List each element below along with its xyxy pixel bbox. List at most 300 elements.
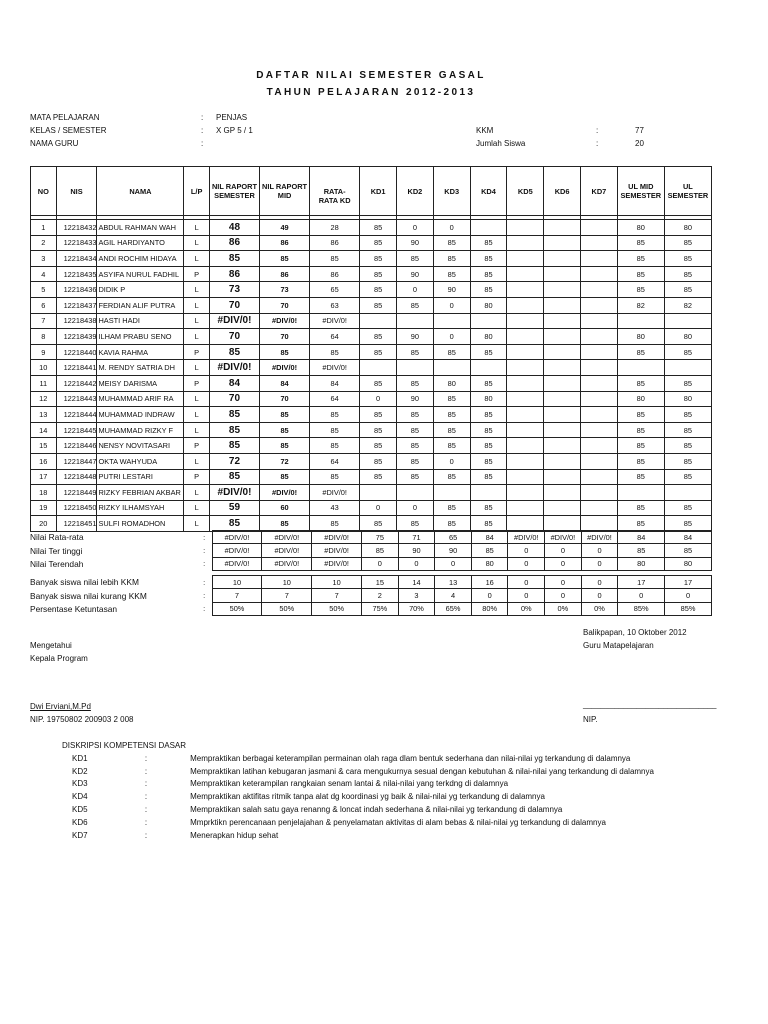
table-cell: 12218446: [56, 438, 97, 454]
table-cell: 90: [397, 391, 434, 407]
stats-cell: 3: [398, 589, 435, 602]
table-cell: 85: [433, 438, 470, 454]
table-cell: 12218443: [56, 391, 97, 407]
table-cell: [544, 297, 581, 313]
table-cell: 72: [260, 453, 310, 469]
stats-cell: 90: [435, 544, 472, 557]
table-cell: [507, 329, 544, 345]
kd-code: KD5: [72, 805, 88, 815]
stats-cell: 0: [581, 589, 618, 602]
table-cell: [507, 391, 544, 407]
table-cell: 85: [617, 469, 664, 485]
table-cell: 12: [31, 391, 57, 407]
table-cell: 85: [470, 407, 507, 423]
stats-label: Nilai Ter tinggi: [30, 545, 83, 556]
table-cell: 85: [664, 251, 711, 267]
stats-cell: 75%: [362, 602, 399, 615]
table-cell: 85: [209, 251, 259, 267]
table-cell: [544, 422, 581, 438]
table-cell: 85: [470, 282, 507, 298]
stats-cell: 75: [362, 531, 399, 544]
table-cell: 85: [260, 469, 310, 485]
kd-row: [72, 816, 768, 829]
table-cell: 85: [360, 344, 397, 360]
table-cell: 85: [433, 422, 470, 438]
table-cell: 12218447: [56, 453, 97, 469]
table-cell: [664, 485, 711, 501]
stats-cell: 0: [545, 589, 582, 602]
table-cell: ANDI ROCHIM HIDAYA: [97, 251, 184, 267]
table-cell: [507, 235, 544, 251]
table-cell: 85: [397, 375, 434, 391]
stats-cell: 10: [212, 576, 262, 589]
table-cell: [544, 266, 581, 282]
table-cell: 4: [31, 266, 57, 282]
table-cell: 80: [617, 220, 664, 236]
stats-cell: 0: [581, 576, 618, 589]
table-cell: 7: [31, 313, 57, 329]
table-cell: [544, 407, 581, 423]
stats-cell: 85%: [618, 602, 665, 615]
table-cell: 86: [310, 266, 360, 282]
table-cell: [617, 360, 664, 376]
table-cell: #DIV/0!: [260, 313, 310, 329]
stats-cell: 7: [312, 589, 362, 602]
table-cell: 70: [209, 297, 259, 313]
table-cell: 85: [470, 516, 507, 532]
table-cell: [544, 235, 581, 251]
table-cell: 28: [310, 220, 360, 236]
colon: :: [144, 753, 148, 763]
table-row: [31, 360, 712, 376]
table-cell: [507, 344, 544, 360]
table-cell: 85: [664, 500, 711, 516]
table-cell: 85: [617, 251, 664, 267]
table-cell: 85: [617, 422, 664, 438]
table-cell: 0: [433, 220, 470, 236]
table-cell: M. RENDY SATRIA DH: [97, 360, 184, 376]
stats-cell: :: [203, 546, 206, 556]
table-cell: 85: [470, 375, 507, 391]
table-cell: [544, 360, 581, 376]
table-cell: 90: [397, 329, 434, 345]
stats-cell: :: [203, 532, 206, 542]
table-cell: 0: [433, 453, 470, 469]
table-cell: MUHAMMAD INDRAW: [97, 407, 184, 423]
table-cell: 85: [360, 297, 397, 313]
table-cell: 85: [397, 344, 434, 360]
table-cell: 80: [664, 220, 711, 236]
table-cell: 59: [209, 500, 259, 516]
kd-row: [72, 803, 768, 816]
stats-cell: 0%: [508, 602, 545, 615]
table-cell: 90: [397, 266, 434, 282]
col-header: NIL RAPORT MID: [260, 167, 310, 216]
stats-cell: 17: [618, 576, 665, 589]
table-cell: L: [184, 422, 210, 438]
table-cell: 86: [260, 266, 310, 282]
table-cell: 85: [470, 500, 507, 516]
stats-cell: 7: [262, 589, 312, 602]
table-cell: [507, 266, 544, 282]
jumlah-label: Jumlah Siswa: [476, 139, 526, 148]
stats-cell: 80: [665, 557, 712, 570]
table-cell: 85: [360, 282, 397, 298]
table-cell: [544, 375, 581, 391]
table-cell: [397, 485, 434, 501]
table-cell: [544, 329, 581, 345]
table-cell: 85: [617, 235, 664, 251]
table-cell: 85: [617, 438, 664, 454]
stats-cell: 17: [665, 576, 712, 589]
table-cell: [507, 469, 544, 485]
stats-cell: 0: [398, 557, 435, 570]
table-cell: 85: [470, 453, 507, 469]
table-cell: 85: [310, 438, 360, 454]
table-cell: 85: [397, 469, 434, 485]
stats-kkm-table: [30, 575, 712, 616]
stats-cell: 85: [618, 544, 665, 557]
table-cell: L: [184, 453, 210, 469]
table-cell: [507, 220, 544, 236]
kd-code: KD3: [72, 779, 88, 789]
stats-row: [30, 531, 712, 544]
table-cell: P: [184, 375, 210, 391]
table-cell: 70: [260, 391, 310, 407]
table-cell: 12218434: [56, 251, 97, 267]
table-cell: 85: [360, 266, 397, 282]
stats-cell: 90: [398, 544, 435, 557]
table-cell: 64: [310, 329, 360, 345]
table-cell: 1: [31, 220, 57, 236]
table-cell: [360, 485, 397, 501]
col-header: RATA-RATA KD: [310, 167, 360, 216]
table-cell: 85: [664, 407, 711, 423]
table-cell: 85: [664, 453, 711, 469]
stats-cell: 84: [471, 531, 508, 544]
col-header: UL SEMESTER: [664, 167, 711, 216]
table-cell: 84: [260, 375, 310, 391]
page-subtitle: TAHUN PELAJARAN 2012-2013: [266, 87, 476, 98]
table-cell: [433, 485, 470, 501]
table-cell: 85: [209, 344, 259, 360]
stats-cell: #DIV/0!: [312, 544, 362, 557]
table-cell: 12218437: [56, 297, 97, 313]
table-cell: 85: [664, 422, 711, 438]
stats-cell: :: [203, 604, 206, 614]
stats-row: [30, 576, 712, 589]
table-cell: 85: [260, 407, 310, 423]
table-cell: [507, 485, 544, 501]
table-row: [31, 344, 712, 360]
kd-description: Mempraktikan latihan kebugaran jasmani & cara mengukurnya sesual dengan kebutuhan & nilai-nilai yang terkandung di dalamnya: [190, 766, 654, 776]
stats-cell: 13: [435, 576, 472, 589]
table-cell: [397, 313, 434, 329]
table-cell: 9: [31, 344, 57, 360]
table-cell: [360, 313, 397, 329]
table-cell: [470, 220, 507, 236]
table-cell: DIDIK P: [97, 282, 184, 298]
table-cell: 12218441: [56, 360, 97, 376]
table-cell: [507, 360, 544, 376]
table-cell: 13: [31, 407, 57, 423]
table-cell: 85: [664, 282, 711, 298]
stats-cell: 16: [471, 576, 508, 589]
table-cell: 19: [31, 500, 57, 516]
table-cell: 6: [31, 297, 57, 313]
table-cell: [580, 344, 617, 360]
stats-cell: 7: [212, 589, 262, 602]
table-cell: RIZKY ILHAMSYAH: [97, 500, 184, 516]
table-cell: 85: [310, 422, 360, 438]
table-cell: 85: [209, 469, 259, 485]
table-cell: [507, 438, 544, 454]
table-cell: 12218436: [56, 282, 97, 298]
table-cell: [580, 220, 617, 236]
table-cell: 85: [360, 329, 397, 345]
stats-cell: 65: [435, 531, 472, 544]
table-cell: [617, 313, 664, 329]
table-cell: [470, 313, 507, 329]
table-cell: [470, 485, 507, 501]
table-cell: 85: [397, 453, 434, 469]
table-cell: [580, 360, 617, 376]
table-row: [31, 235, 712, 251]
table-cell: [580, 422, 617, 438]
stats-label: Nilai Terendah: [30, 558, 84, 569]
table-cell: 85: [310, 251, 360, 267]
col-header: KD7: [580, 167, 617, 216]
table-cell: L: [184, 235, 210, 251]
stats-cell: 0: [508, 589, 545, 602]
stats-cell: 0: [508, 557, 545, 570]
table-cell: 85: [209, 516, 259, 532]
table-cell: 85: [360, 516, 397, 532]
guru-signature-line: ______________________________: [583, 700, 717, 709]
table-cell: 85: [397, 407, 434, 423]
kd-description: Mempraktikan berbagai keterampilan permainan olah raga dlam bentuk sederhana dan nilai-nilai yg terkandung di dalamnya: [190, 753, 631, 763]
table-cell: 80: [617, 329, 664, 345]
table-cell: 85: [360, 407, 397, 423]
table-cell: 0: [433, 297, 470, 313]
stats-summary-table: [30, 530, 712, 571]
table-cell: 12218444: [56, 407, 97, 423]
table-cell: 0: [433, 329, 470, 345]
table-cell: ASYIFA NURUL FADHIL: [97, 266, 184, 282]
table-cell: 85: [260, 422, 310, 438]
table-row: [31, 422, 712, 438]
table-cell: 0: [360, 391, 397, 407]
stats-cell: 0: [618, 589, 665, 602]
table-cell: [664, 313, 711, 329]
table-cell: 85: [360, 469, 397, 485]
table-cell: 18: [31, 485, 57, 501]
table-cell: 85: [260, 516, 310, 532]
stats-cell: 85%: [665, 602, 712, 615]
table-cell: 85: [617, 500, 664, 516]
table-cell: [433, 360, 470, 376]
stats-cell: :: [203, 577, 206, 587]
table-cell: #DIV/0!: [310, 313, 360, 329]
table-cell: [580, 500, 617, 516]
table-cell: [580, 282, 617, 298]
table-cell: [507, 297, 544, 313]
table-cell: L: [184, 282, 210, 298]
kd-table: [72, 752, 768, 842]
stats-cell: 84: [665, 531, 712, 544]
table-cell: [507, 282, 544, 298]
table-cell: 85: [209, 422, 259, 438]
kd-row: [72, 829, 768, 842]
stats-cell: 71: [398, 531, 435, 544]
stats-cell: #DIV/0!: [212, 557, 262, 570]
stats-cell: 0: [435, 557, 472, 570]
col-header: NIL RAPORT SEMESTER: [209, 167, 259, 216]
table-cell: L: [184, 485, 210, 501]
stats-cell: 0: [665, 589, 712, 602]
table-cell: 80: [470, 297, 507, 313]
table-cell: 86: [310, 235, 360, 251]
table-cell: 17: [31, 469, 57, 485]
table-cell: #DIV/0!: [310, 485, 360, 501]
stats-cell: 0: [581, 544, 618, 557]
stats-cell: 0%: [545, 602, 582, 615]
table-cell: 82: [664, 297, 711, 313]
table-cell: 85: [397, 438, 434, 454]
table-cell: 70: [260, 329, 310, 345]
col-header: NAMA: [97, 167, 184, 216]
stats-cell: 50%: [312, 602, 362, 615]
table-cell: [507, 375, 544, 391]
table-cell: 85: [470, 469, 507, 485]
table-cell: 85: [470, 344, 507, 360]
table-cell: 85: [433, 344, 470, 360]
table-cell: [580, 266, 617, 282]
table-cell: #DIV/0!: [209, 485, 259, 501]
table-cell: 85: [664, 266, 711, 282]
table-cell: L: [184, 407, 210, 423]
table-cell: 12218442: [56, 375, 97, 391]
table-cell: [470, 360, 507, 376]
table-row: [31, 500, 712, 516]
table-cell: 20: [31, 516, 57, 532]
table-cell: 43: [310, 500, 360, 516]
table-cell: ILHAM PRABU SENO: [97, 329, 184, 345]
table-cell: 86: [209, 235, 259, 251]
stats-cell: #DIV/0!: [262, 531, 312, 544]
table-cell: 85: [617, 266, 664, 282]
table-cell: MUHAMMAD RIZKY F: [97, 422, 184, 438]
guru-label: NAMA GURU: [30, 139, 79, 148]
table-row: [31, 329, 712, 345]
table-cell: [580, 235, 617, 251]
table-cell: 86: [209, 266, 259, 282]
table-cell: 64: [310, 391, 360, 407]
table-cell: [544, 282, 581, 298]
kd-description: Mempraktikan salah satu gaya renanng & loncat indah sederhana & nilai-nilai yg terkandung di dalamnya: [190, 805, 563, 815]
stats-cell: 0: [545, 557, 582, 570]
table-cell: #DIV/0!: [209, 360, 259, 376]
guru-role: Guru Matapelajaran: [583, 641, 654, 650]
table-cell: [507, 313, 544, 329]
table-cell: 85: [470, 438, 507, 454]
table-cell: L: [184, 220, 210, 236]
kelas-label: KELAS / SEMESTER: [30, 126, 107, 135]
table-cell: 85: [433, 500, 470, 516]
stats-cell: 0: [508, 576, 545, 589]
table-cell: 85: [664, 235, 711, 251]
table-cell: 65: [310, 282, 360, 298]
colon: :: [201, 126, 204, 135]
col-header: NO: [31, 167, 57, 216]
table-cell: #DIV/0!: [260, 360, 310, 376]
table-cell: [580, 438, 617, 454]
table-cell: 85: [433, 251, 470, 267]
table-cell: [544, 251, 581, 267]
table-cell: 48: [209, 220, 259, 236]
table-cell: 80: [470, 391, 507, 407]
table-row: [31, 375, 712, 391]
stats-cell: 15: [362, 576, 399, 589]
stats-cell: 84: [618, 531, 665, 544]
stats-cell: 2: [362, 589, 399, 602]
table-cell: 85: [433, 235, 470, 251]
kd-row: [72, 765, 768, 778]
col-header: KD6: [544, 167, 581, 216]
table-cell: RIZKY FEBRIAN AKBAR: [97, 485, 184, 501]
stats-cell: #DIV/0!: [312, 531, 362, 544]
kkm-label: KKM: [476, 126, 494, 135]
stats-cell: 10: [262, 576, 312, 589]
table-cell: 10: [31, 360, 57, 376]
table-cell: 12218439: [56, 329, 97, 345]
col-header: KD1: [360, 167, 397, 216]
col-header: KD4: [470, 167, 507, 216]
table-cell: [580, 329, 617, 345]
table-cell: [544, 469, 581, 485]
kd-code: KD2: [72, 766, 88, 776]
table-cell: L: [184, 500, 210, 516]
mapel-label: MATA PELAJARAN: [30, 113, 100, 122]
table-cell: [507, 500, 544, 516]
stats-cell: #DIV/0!: [545, 531, 582, 544]
table-cell: [544, 220, 581, 236]
kd-code: KD1: [72, 753, 88, 763]
table-cell: 12218451: [56, 516, 97, 532]
kepala-name: Dwi Erviani,M.Pd: [30, 702, 91, 711]
table-cell: 85: [664, 344, 711, 360]
stats-cell: 0: [508, 544, 545, 557]
table-cell: 14: [31, 422, 57, 438]
table-cell: [507, 251, 544, 267]
table-cell: MUHAMMAD ARIF RA: [97, 391, 184, 407]
table-cell: 73: [260, 282, 310, 298]
stats-cell: 0: [545, 576, 582, 589]
stats-label: Persentase Ketuntasan: [30, 603, 118, 614]
table-cell: [580, 469, 617, 485]
place-date: Balikpapan, 10 Oktober 2012: [583, 628, 687, 637]
table-cell: 85: [433, 266, 470, 282]
stats-cell: 50%: [212, 602, 262, 615]
colon: :: [596, 126, 599, 135]
mapel-value: PENJAS: [216, 113, 248, 122]
table-row: [31, 485, 712, 501]
table-cell: L: [184, 516, 210, 532]
table-cell: 85: [310, 516, 360, 532]
stats-cell: 85: [362, 544, 399, 557]
table-cell: #DIV/0!: [209, 313, 259, 329]
table-cell: [544, 453, 581, 469]
